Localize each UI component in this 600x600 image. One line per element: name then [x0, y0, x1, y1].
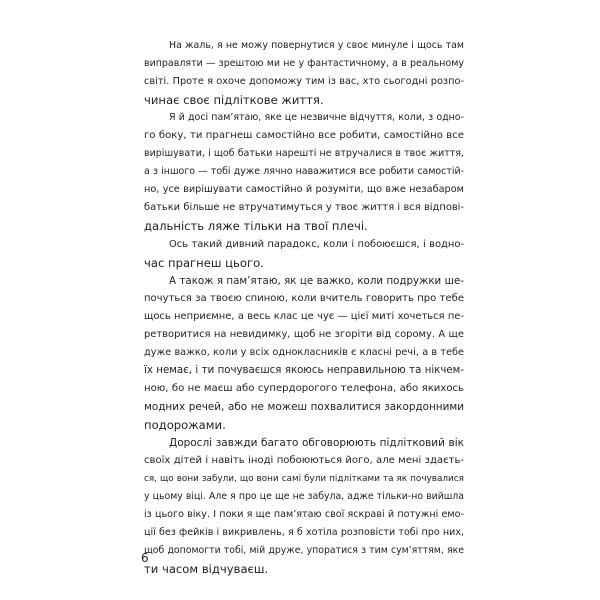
text-line: ною, бо не маєш або супердорогого телефона, або якихось: [144, 382, 464, 394]
text-line: ретворитися на невидимку, щоб не згоріти від сорому. А ще: [144, 328, 464, 340]
text-line: Я й досі пам’ятаю, яке це незвичне відчуття, коли, з одно-: [169, 112, 464, 124]
text-line: го боку, ти прагнеш самостійно все робити, самостійно все: [144, 130, 464, 142]
text-line: час прагнеш цього.: [144, 255, 264, 270]
text-line: А також я пам’ятаю, як це важко, коли подружки ше-: [169, 274, 464, 287]
text-line: дальність ляже тільки на твої плечі.: [144, 219, 368, 234]
text-line: у цьому віці. Але я про це ще не забула, адже тільки-но вийшла: [144, 491, 464, 503]
body-text: [144, 37, 464, 578]
text-line: подорожами.: [144, 417, 226, 432]
text-line: дуже важко, коли у всіх однокласників є класні речі, а в тебе: [144, 346, 464, 358]
text-line: щоб допомогти тобі, мій друже, упоратися з тим сум’яттям, яке: [144, 545, 464, 557]
text-line: модних речей, або не можеш похвалитися закордонними: [144, 400, 464, 413]
text-line: чинає своє підліткове життя.: [144, 93, 324, 108]
page-number: 6: [141, 551, 149, 565]
text-line: із цього віку. І поки я ще пам’ятаю свої яскраві й потужні емо-: [144, 509, 464, 521]
text-line: ції без фейків і викривлень, я б хотіла розповісти тобі про них,: [144, 527, 464, 539]
text-line: ти часом відчуваєш.: [144, 562, 269, 577]
text-line: На жаль, я не можу повернутися у своє минуле і щось там: [169, 40, 464, 51]
text-line: Дорослі завжди багато обговорюють підлітковий вік: [169, 437, 464, 450]
text-line: Ось такий дивний парадокс, коли і побоюєшся, і водно-: [169, 238, 464, 250]
text-line: вирішувати, і щоб батьки нарешті не втручалися в твоє життя,: [144, 148, 464, 160]
text-line: світі. Проте я охоче допоможу тим із вас, хто сьогодні розпо-: [144, 76, 464, 88]
text-line: но, усе вирішувати самостійно й розуміти, що вже незабаром: [144, 184, 464, 196]
text-line: а з іншого — тобі дуже лячно наважитися все робити самостій-: [144, 166, 464, 178]
text-line: ся, що вони забули, що вони самі були підлітками та як почувалися: [144, 474, 464, 485]
text-line: їх немає, і ти почуваєшся якоюсь неправильною та нікчем-: [144, 364, 464, 376]
text-line: виправляти — зрештою ми не у фантастичному, а в реальному: [144, 58, 464, 70]
text-line: батьки більше не втручатимуться у твоє життя і вся відпові-: [144, 202, 464, 214]
text-line: почуться за твоєю спиною, коли вчитель говорить про тебе: [144, 292, 464, 304]
text-line: своїх дітей і навіть іноді побоюються його, але мені здаєть-: [144, 455, 464, 467]
text-line: щось неприємне, а весь клас це чує — цієї миті хочеться пе-: [144, 310, 464, 322]
